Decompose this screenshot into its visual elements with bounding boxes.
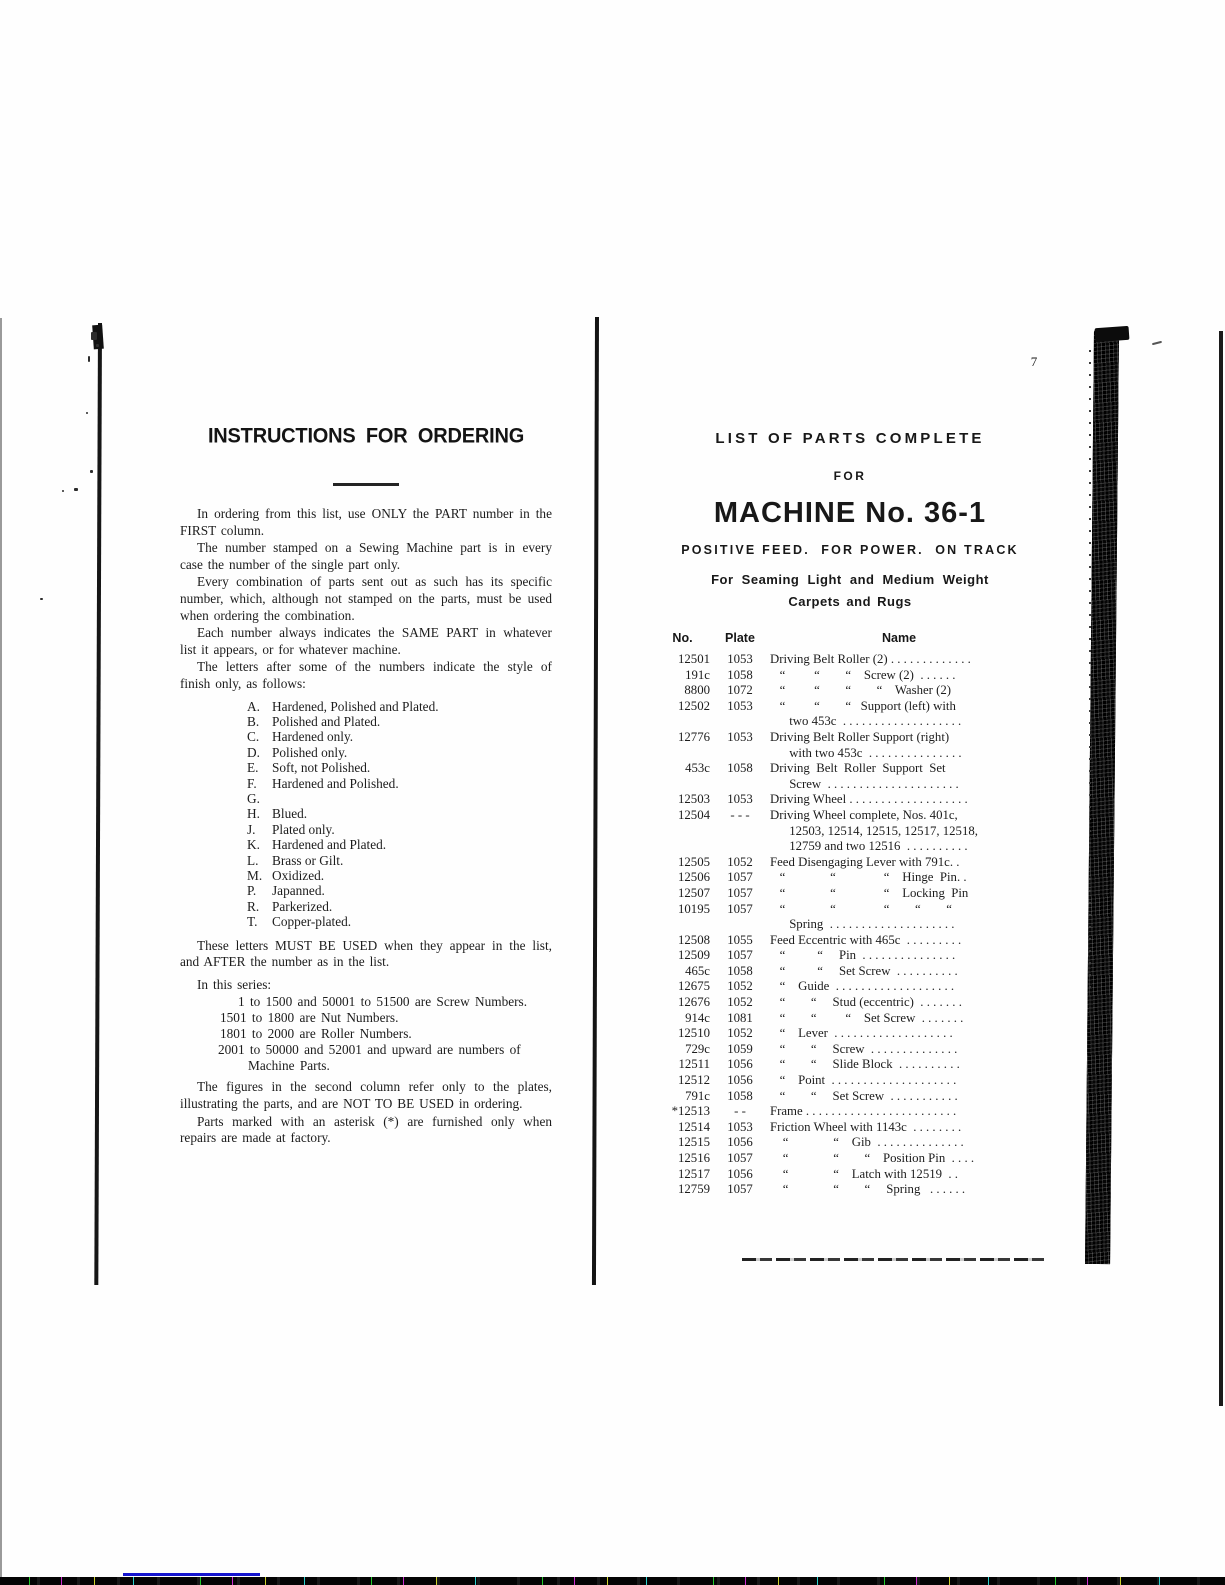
part-number: 12675 [678,979,710,994]
table-row [655,1135,1055,1151]
scan-speck [74,488,78,491]
part-name: Frame . . . . . . . . . . . . . . . . . . . . . . . . [770,1104,957,1119]
part-number: 12510 [678,1026,710,1041]
table-row [655,792,1055,808]
finish-letter-item [247,837,552,852]
finish-description: Hardened and Polished. [272,775,399,791]
machine-title: MACHINE No. 36-1 [713,497,987,529]
finish-description: Hardened, Polished and Plated. [272,698,439,714]
page-gutter-line [592,317,599,1285]
finish-letter-item [247,883,552,898]
column-header-no: No. [672,631,693,645]
part-number: 12509 [678,948,710,963]
table-row [655,1073,1055,1089]
part-name: 12503, 12514, 12515, 12517, 12518, [770,823,978,838]
part-number: 12511 [678,1057,710,1072]
plate-number: 1057 [727,901,753,916]
scan-speck [88,356,90,362]
table-row [655,746,1055,762]
plate-number: 1058 [727,1088,753,1103]
table-row [655,948,1055,964]
table-row [655,777,1055,793]
part-number: 12515 [678,1135,710,1150]
paragraph: Parts marked with an asterisk (*) are furnished only when repairs are made at factory. [180,1113,552,1146]
part-name: Spring . . . . . . . . . . . . . . . . . . . . [770,917,955,932]
table-row [655,917,1055,933]
series-line: 1 to 1500 and 50001 to 51500 are Screw Numbers. [238,994,528,1010]
part-number: 12507 [678,885,710,900]
part-number: 12508 [678,932,710,947]
paragraph: In ordering from this list, use ONLY the PART number in the FIRST column. [180,506,552,538]
table-row [655,761,1055,777]
part-name: Driving Belt Roller (2) . . . . . . . . . . . . . [770,652,971,666]
part-name: “ “ Set Screw . . . . . . . . . . [770,963,958,978]
plate-number: 1053 [727,729,753,744]
right-page-bottom-edge [742,1258,1044,1261]
scan-speck [90,470,93,473]
part-name: Screw . . . . . . . . . . . . . . . . . . . . . [770,776,959,791]
table-row [655,886,1055,902]
series-line: 1501 to 1800 are Nut Numbers. [220,1010,399,1026]
part-number: 12514 [678,1119,710,1134]
series-line: 1801 to 2000 are Roller Numbers. [220,1026,412,1041]
part-name: “ “ Stud (eccentric) . . . . . . . [770,995,962,1010]
part-name: “ “ “ Locking Pin [770,885,969,900]
series-line: 2001 to 50000 and 52001 and upward are numbers of [218,1041,521,1057]
plate-number: 1057 [727,885,753,900]
part-name: “ “ “ Position Pin . . . . [770,1151,975,1165]
spine-tick-marks [1089,350,1091,990]
finish-letter: E. [247,760,259,776]
finish-letter: C. [247,729,260,745]
page-title: INSTRUCTIONS FOR ORDERING [207,424,525,448]
closing-paragraphs [180,1079,552,1146]
parts-table-header [655,630,1055,646]
table-row [655,1089,1055,1105]
table-row [655,652,1055,668]
plate-number: 1057 [727,870,753,885]
finish-description: Oxidized. [272,868,325,883]
part-number: 10195 [678,901,710,916]
table-row [655,1182,1055,1198]
part-number: 791c [685,1088,710,1103]
part-number: 12512 [678,1073,710,1088]
plate-number: - - [734,1104,746,1119]
finish-description: Polished only. [272,744,348,760]
finish-letter-item [247,914,552,929]
plate-number: 1058 [727,667,753,682]
part-number [655,824,710,840]
finish-letter-item [247,745,552,760]
paragraph: Every combination of parts sent out as such has its specific number, which, although not stamped on the parts, must be used when ordering the combination. [180,574,552,623]
plate-number: 1052 [727,979,753,994]
part-number: 12759 [678,1182,710,1197]
table-row [655,855,1055,871]
finish-description: Japanned. [272,883,325,899]
scan-speck [86,412,88,414]
plate-number: 1053 [727,792,753,807]
part-number: 12503 [678,792,710,807]
plate-number: 1052 [727,854,753,869]
series-list [180,994,552,1073]
part-name: two 453c . . . . . . . . . . . . . . . . . . . [770,714,962,729]
scan-speck [40,598,43,600]
right-page [650,354,1050,609]
table-row [655,1167,1055,1183]
finish-letter: K. [247,837,260,853]
column-header-plate: Plate [725,631,755,645]
part-number: 729c [685,1041,710,1056]
table-row [655,979,1055,995]
plate-number: 1081 [727,1010,753,1025]
table-row [655,699,1055,715]
finish-letter-item [247,699,552,714]
table-row [655,839,1055,855]
part-number: 191c [685,667,710,682]
finish-description: Parkerized. [272,898,333,914]
part-number: 453c [685,761,710,776]
blue-underline-artifact [123,1573,260,1576]
scan-speck [96,344,99,347]
part-name: “ “ “ Set Screw . . . . . . . [770,1010,964,1025]
part-name: “ “ “ “ “ [770,901,952,916]
part-name: “ Guide . . . . . . . . . . . . . . . . . . . [770,979,955,994]
finish-letter-item [247,714,552,729]
plate-number: 1052 [727,995,753,1010]
part-name: Feed Disengaging Lever with 791c. . [770,854,960,869]
plate-number: 1056 [727,1166,753,1181]
plate-number: - - - [730,807,750,822]
table-row [655,730,1055,746]
part-name: Driving Belt Roller Support (right) [770,729,950,744]
page-number: 7 [1030,354,1038,369]
plate-number: 1056 [727,1073,753,1088]
part-number: 914c [685,1010,710,1025]
plate-number: 1058 [727,963,753,978]
table-row [655,1042,1055,1058]
parts-table-rows [655,652,1055,1198]
plate-number [719,917,761,933]
part-number [655,839,710,855]
part-number [655,777,710,793]
plate-number: 1053 [727,698,753,713]
finish-description: Brass or Gilt. [272,852,344,868]
plate-number: 1055 [727,932,753,947]
table-row [655,714,1055,730]
part-number: 12506 [678,870,710,885]
plate-number: 1052 [727,1026,753,1041]
plate-number: 1057 [727,948,753,963]
part-name: “ “ Latch with 12519 . . [770,1166,959,1181]
table-row [655,1057,1055,1073]
paragraph: The figures in the second column refer only to the plates, illustrating the parts, and are NOT TO BE USED in ordering. [180,1079,552,1111]
series-line: Machine Parts. [248,1057,330,1073]
part-name: “ “ “ Spring . . . . . . [770,1182,966,1197]
finish-description: Polished and Plated. [272,713,381,729]
table-row [655,870,1055,886]
plate-number [719,777,761,793]
part-number: 12504 [678,807,710,822]
table-row [655,1026,1055,1042]
left-page [180,424,552,1148]
scan-speck [1152,341,1162,345]
finish-description: Soft, not Polished. [272,760,371,776]
scan-bottom-strip [0,1577,1225,1585]
part-name: “ “ Screw . . . . . . . . . . . . . . [770,1041,958,1056]
paragraph: The number stamped on a Sewing Machine part is in every case the number of the single part only. [180,540,552,572]
finish-description: Plated only. [272,821,335,837]
parts-table [655,630,1055,1198]
application-line-2: Carpets and Rugs [788,594,912,609]
scan-speck [62,490,64,492]
finish-letter-item [247,806,552,821]
part-number: *12513 [671,1104,710,1119]
part-number: 465c [685,963,710,978]
table-row [655,1151,1055,1167]
part-number [655,746,710,762]
finish-letter-item [247,791,552,806]
part-name: “ “ Gib . . . . . . . . . . . . . . [770,1135,964,1150]
part-name: “ “ “ Screw (2) . . . . . . [770,667,956,682]
table-row [655,902,1055,918]
finish-letter: D. [247,744,260,760]
finish-description: Blued. [272,806,308,822]
plate-number: 1056 [727,1057,753,1072]
table-row [655,933,1055,949]
finish-letter-item [247,853,552,868]
plate-number: 1058 [727,761,753,776]
plate-number: 1057 [727,1182,753,1197]
finish-letter-item [247,729,552,744]
plate-number: 1056 [727,1135,753,1150]
part-number: 12505 [678,854,710,869]
finish-letter: M. [247,868,263,883]
part-name: “ “ Set Screw . . . . . . . . . . . [770,1088,958,1103]
table-row [655,824,1055,840]
finish-letter: H. [247,806,260,822]
plate-number: 1053 [727,1119,753,1134]
finish-letter: F. [247,775,257,791]
part-number [655,714,710,730]
intro-paragraphs [180,506,552,693]
finish-letter-item [247,776,552,791]
part-name: Driving Belt Roller Support Set [770,761,946,776]
part-name: Driving Wheel complete, Nos. 401c, [770,807,958,822]
plate-number: 1072 [727,683,753,698]
letters-usage-note: These letters MUST BE USED when they appear in the list, and AFTER the number as in the list. [180,937,552,970]
scan-left-edge [0,318,2,1580]
part-number: 12676 [678,995,710,1010]
scan-speck [91,332,97,340]
part-name: “ “ “ “ Washer (2) [770,683,952,698]
plate-number: 1059 [727,1041,753,1056]
plate-number [719,746,761,762]
part-number: 12776 [678,729,710,744]
table-row [655,964,1055,980]
part-name: Driving Wheel . . . . . . . . . . . . . . . . . . . [770,792,968,807]
series-intro: In this series: [197,976,272,992]
plate-number [719,714,761,730]
finish-letter: R. [247,898,260,914]
paragraph: The letters after some of the numbers indicate the style of finish only, as follows: [180,659,552,691]
part-number: 12502 [678,698,710,713]
finish-letter: P. [247,883,257,899]
table-row [655,1011,1055,1027]
finish-letter: A. [247,698,260,714]
table-row [655,808,1055,824]
finish-letter: B. [247,713,260,729]
finish-letter: L. [247,852,259,868]
table-row [655,683,1055,699]
part-number [655,917,710,933]
for-label: FOR [833,469,867,483]
part-number: 12516 [678,1151,710,1165]
machine-subtitle: POSITIVE FEED. FOR POWER. ON TRACK [681,543,1019,557]
plate-number [719,824,761,840]
part-name: “ “ “ Hinge Pin. . [770,870,967,885]
part-name: “ “ Pin . . . . . . . . . . . . . . . [770,948,956,963]
scan-right-edge-line [1219,331,1223,1406]
left-page-edge-line [94,323,102,1285]
plate-number [719,839,761,855]
part-name: with two 453c . . . . . . . . . . . . . . . [770,745,962,760]
column-header-name: Name [882,631,917,645]
application-line-1: For Seaming Light and Medium Weight [711,572,989,587]
part-number: 12517 [678,1166,710,1181]
part-number: 12501 [678,652,710,666]
part-name: 12759 and two 12516 . . . . . . . . . . [770,839,968,854]
part-name: Feed Eccentric with 465c . . . . . . . . . [770,932,962,947]
finish-letter: J. [247,821,256,837]
paragraph: Each number always indicates the SAME PART in whatever list it appears, or for whatever machine. [180,625,552,657]
part-name: Friction Wheel with 1143c . . . . . . . . [770,1119,962,1134]
table-row [655,1104,1055,1120]
part-number: 8800 [684,683,710,698]
part-name: “ “ Slide Block . . . . . . . . . . [770,1057,960,1072]
finish-letter-item [247,822,552,837]
part-name: “ Lever . . . . . . . . . . . . . . . . . . . [770,1026,953,1041]
table-row [655,995,1055,1011]
part-name: “ Point . . . . . . . . . . . . . . . . . . . . [770,1073,957,1088]
part-name: “ “ “ Support (left) with [770,698,956,713]
finish-description: Copper-plated. [272,914,352,930]
plate-number: 1053 [727,652,753,666]
list-of-parts-title: LIST OF PARTS COMPLETE [715,430,985,447]
finish-letter-item [247,760,552,775]
table-row [655,668,1055,684]
finish-description: Hardened only. [272,729,354,745]
finish-letter-list [180,699,552,930]
table-row [655,1120,1055,1136]
finish-letter-item [247,899,552,914]
title-divider [333,483,399,486]
finish-letter: T. [247,914,258,930]
finish-letter: G. [247,790,260,806]
finish-description: Hardened and Plated. [272,837,387,853]
plate-number: 1057 [727,1151,753,1165]
book-spine-top [1095,326,1130,342]
finish-letter-item [247,868,552,883]
